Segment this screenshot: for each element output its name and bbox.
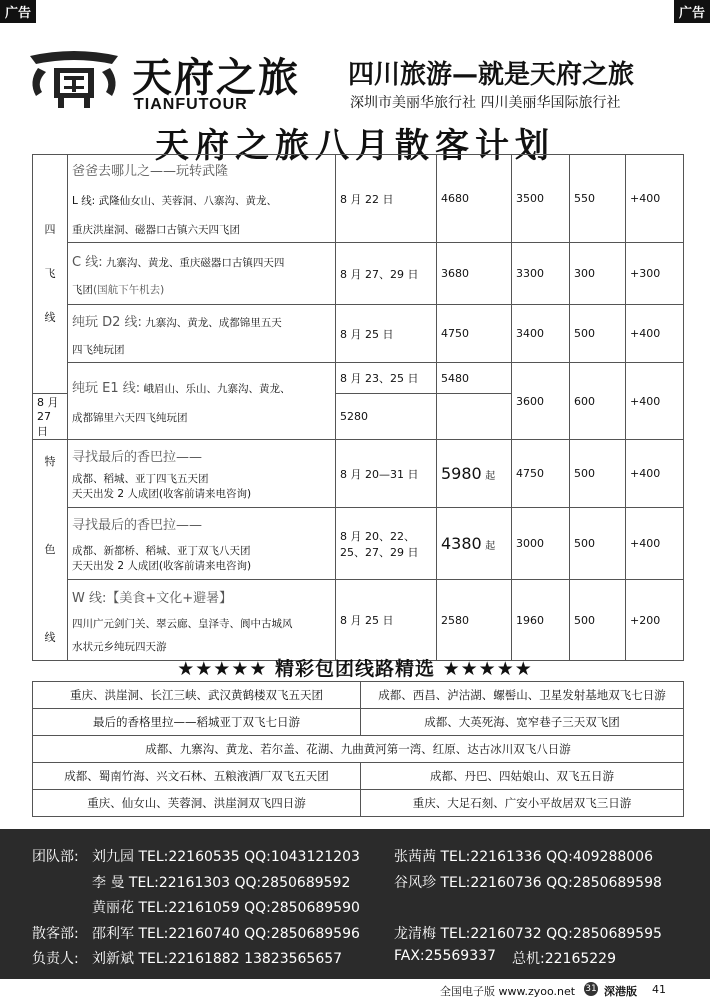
route-desc: 成都、稻城、亚丁四飞五天团 <box>72 473 209 486</box>
route-date: 8 月 25 日 <box>336 580 437 661</box>
route-desc: 飞团 <box>72 283 93 296</box>
supplement: +400 <box>626 440 684 508</box>
brand-name-cn: 天府之旅 <box>132 54 300 101</box>
supplement: +200 <box>626 580 684 661</box>
route-desc: 四川广元剑门关、翠云廊、皇泽寺、阆中古城风 <box>72 617 293 630</box>
contact-line: 李 曼 TEL:22161303 QQ:2850689592 <box>92 875 351 891</box>
package-tours-table <box>32 681 684 817</box>
supplement: +400 <box>626 508 684 580</box>
route-price: 4680 <box>437 155 512 243</box>
route-desc: 重庆洪崖洞、磁器口古镇六天四飞团 <box>72 224 240 236</box>
supplement: +300 <box>626 243 684 305</box>
footer-website: 全国电子版 www.zyoo.net <box>440 985 576 998</box>
contact-line: 张茜茜 TEL:22161336 QQ:409288006 <box>394 849 653 865</box>
contact-line: 刘九园 TEL:22160535 QQ:1043121203 <box>92 849 360 865</box>
contact-line: 黄丽花 TEL:22161059 QQ:2850689590 <box>92 900 360 916</box>
tour-item: 重庆、仙女山、芙蓉洞、洪崖洞双飞四日游 <box>33 790 361 817</box>
route-desc: 九寨沟、黄龙、重庆磁器口古镇四天四 <box>105 256 285 269</box>
tour-item: 成都、丹巴、四姑娘山、双飞五日游 <box>361 763 684 790</box>
table-row <box>33 736 684 763</box>
price-from-mark: 起 <box>485 541 496 553</box>
route-note: (国航下午机去) <box>93 283 165 296</box>
table-row <box>33 790 684 817</box>
route-date: 8 月 23、25 日 <box>336 363 437 394</box>
footer-edition: 深港版 <box>604 985 637 998</box>
tripod-logo-icon <box>28 48 120 110</box>
table-row <box>33 682 684 709</box>
extra-fee: 600 <box>570 363 626 440</box>
table-row <box>33 508 684 580</box>
route-price: 4380 <box>441 534 482 554</box>
child-price: 3000 <box>512 508 570 580</box>
route-title: 纯玩 D2 线: <box>72 314 142 330</box>
fit-dept-label: 散客部: <box>32 926 79 942</box>
head-label: 负责人: <box>32 951 79 967</box>
category-label: 特 色 线 <box>33 440 68 661</box>
switchboard-number: 总机:22165229 <box>512 951 616 967</box>
route-desc: 四飞纯玩团 <box>72 343 125 356</box>
route-desc: 天天出发 2 人成团(收客前请来电咨询) <box>72 488 252 501</box>
contact-line: 刘新斌 TEL:22161882 13823565657 <box>92 951 343 967</box>
package-tours-title: ★★★★★ 精彩包团线路精选 ★★★★★ <box>177 658 533 680</box>
table-row <box>33 155 684 243</box>
child-price: 1960 <box>512 580 570 661</box>
route-desc: 成都锦里六天四飞纯玩团 <box>72 412 188 424</box>
route-title: C 线: <box>72 254 103 270</box>
tour-item: 成都、西昌、泸沽湖、螺髻山、卫星发射基地双飞七日游 <box>361 682 684 709</box>
route-date: 8 月 25 日 <box>336 305 437 363</box>
tour-item: 重庆、大足石刻、广安小平故居双飞三日游 <box>361 790 684 817</box>
route-price: 5480 <box>437 363 512 394</box>
route-desc: 天天出发 2 人成团(收客前请来电咨询) <box>72 560 252 573</box>
route-price: 2580 <box>437 580 512 661</box>
tour-item: 成都、大英死海、宽窄巷子三天双飞团 <box>361 709 684 736</box>
plan-title: 天府之旅八月散客计划 <box>155 126 555 166</box>
contact-line: 龙清梅 TEL:22160732 QQ:2850689595 <box>394 926 662 942</box>
fax-number: FAX:25569337 <box>394 948 496 964</box>
category-label: 四 飞 线 <box>33 155 68 394</box>
ad-tag-right: 广告 <box>674 0 710 23</box>
route-desc: 峨眉山、乐山、九寨沟、黄龙、 <box>143 383 291 395</box>
table-row <box>33 305 684 363</box>
extra-fee: 300 <box>570 243 626 305</box>
route-price: 5280 <box>336 394 437 440</box>
child-price: 3300 <box>512 243 570 305</box>
table-row <box>33 363 684 394</box>
route-date: 8 月 27 日 <box>33 394 68 440</box>
brand-name-en: TIANFUTOUR <box>134 96 248 113</box>
footer-badge-icon: 31 <box>585 984 597 994</box>
child-price: 3500 <box>512 155 570 243</box>
route-price: 5980 <box>441 464 482 484</box>
extra-fee: 500 <box>570 440 626 508</box>
route-desc: 成都、新都桥、稻城、亚丁双飞八天团 <box>72 545 251 558</box>
extra-fee: 500 <box>570 305 626 363</box>
route-date: 8 月 22 日 <box>336 155 437 243</box>
supplement: +400 <box>626 305 684 363</box>
child-price: 4750 <box>512 440 570 508</box>
table-row <box>33 243 684 305</box>
contact-line: 邵利军 TEL:22160740 QQ:2850689596 <box>92 926 360 942</box>
contact-line: 谷风珍 TEL:22160736 QQ:2850689598 <box>394 875 662 891</box>
extra-fee: 550 <box>570 155 626 243</box>
route-price: 4750 <box>437 305 512 363</box>
team-dept-label: 团队部: <box>32 849 79 865</box>
table-row <box>33 580 684 661</box>
page-number: 41 <box>652 983 666 996</box>
route-date: 8 月 20—31 日 <box>336 440 437 508</box>
child-price: 3400 <box>512 305 570 363</box>
table-row <box>33 440 684 508</box>
tour-item: 最后的香格里拉——稻城亚丁双飞七日游 <box>33 709 361 736</box>
table-row <box>33 709 684 736</box>
contact-panel <box>0 829 710 979</box>
route-title: W 线:【美食+文化+避暑】 <box>72 590 233 606</box>
brand-header <box>28 44 688 116</box>
route-title: 寻找最后的香巴拉—— <box>72 518 203 534</box>
table-row <box>33 763 684 790</box>
slogan: 四川旅游—就是天府之旅 <box>348 60 635 90</box>
schedule-table <box>32 154 684 661</box>
route-date: 8 月 27、29 日 <box>336 243 437 305</box>
tour-item: 成都、蜀南竹海、兴文石林、五粮液酒厂双飞五天团 <box>33 763 361 790</box>
route-desc: 九寨沟、黄龙、成都锦里五天 <box>145 316 282 329</box>
ad-tag-left: 广告 <box>0 0 36 23</box>
agencies: 深圳市美丽华旅行社 四川美丽华国际旅行社 <box>350 95 621 111</box>
route-price: 3680 <box>437 243 512 305</box>
extra-fee: 500 <box>570 580 626 661</box>
supplement: +400 <box>626 155 684 243</box>
supplement: +400 <box>626 363 684 440</box>
extra-fee: 500 <box>570 508 626 580</box>
price-from-mark: 起 <box>485 471 496 483</box>
route-desc: 水状元乡纯玩四天游 <box>72 640 167 653</box>
route-date: 8 月 20、22、25、27、29 日 <box>336 508 437 580</box>
route-title: 纯玩 E1 线: <box>72 381 141 396</box>
child-price: 3600 <box>512 363 570 440</box>
route-title: 寻找最后的香巴拉—— <box>72 450 203 466</box>
tour-item: 重庆、洪崖洞、长江三峡、武汉黄鹤楼双飞五天团 <box>33 682 361 709</box>
route-title: 爸爸去哪儿之——玩转武隆 <box>72 164 229 179</box>
route-desc: L 线: 武隆仙女山、芙蓉洞、八寨沟、黄龙、 <box>72 195 278 207</box>
tour-item: 成都、九寨沟、黄龙、若尔盖、花湖、九曲黄河第一湾、红原、达古冰川双飞八日游 <box>33 736 684 763</box>
